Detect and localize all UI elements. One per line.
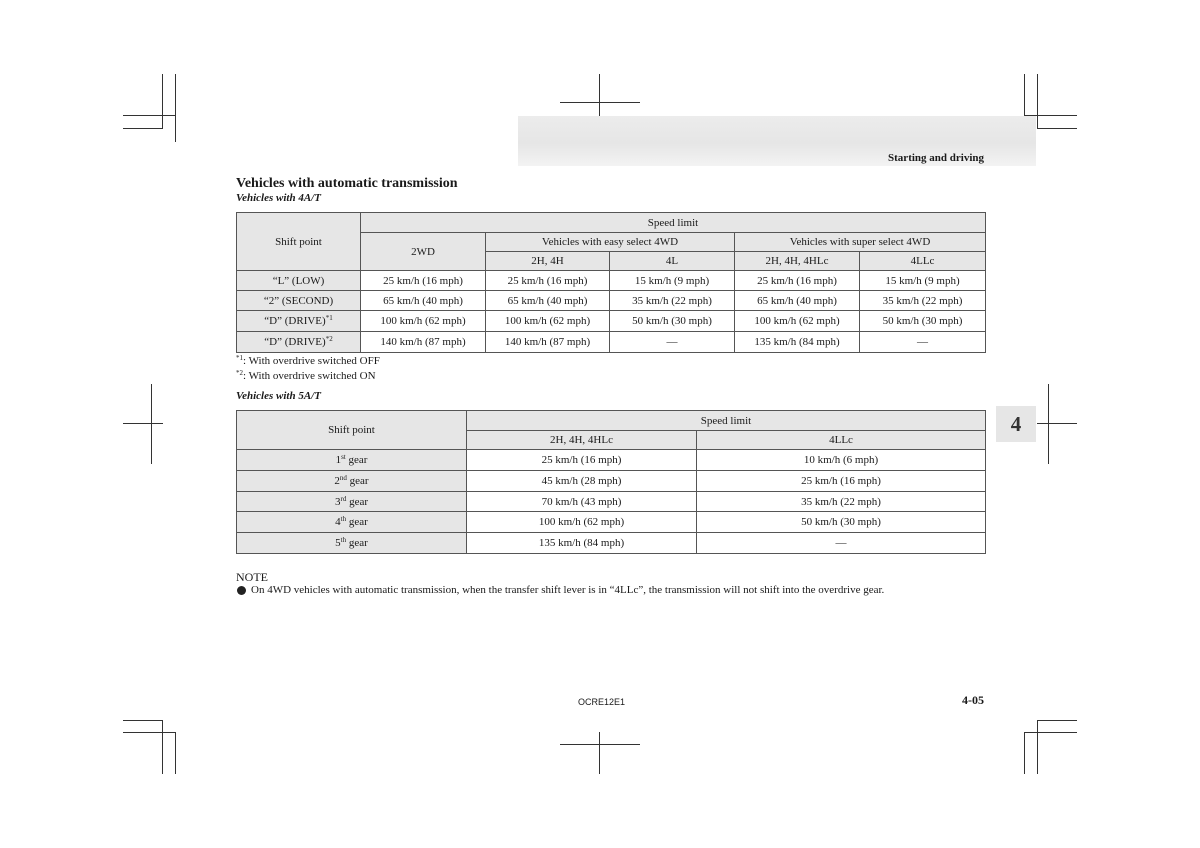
speed-limit-table-4at [236,212,986,353]
speed-cell: 135 km/h (84 mph) [735,332,860,353]
shift-point-cell: “2” (SECOND) [237,291,361,311]
speed-cell: 50 km/h (30 mph) [860,311,986,332]
speed-cell: 25 km/h (16 mph) [735,271,860,291]
table-row [237,271,986,291]
speed-cell: 50 km/h (30 mph) [610,311,735,332]
speed-cell: 65 km/h (40 mph) [361,291,486,311]
sub-header: 2H, 4H, 4HLc [467,431,697,450]
table-5at-subtitle: Vehicles with 5A/T [236,390,321,402]
table-row [237,291,986,311]
note-text: On 4WD vehicles with automatic transmission, when the transfer shift lever is in “4LLc”, the transmission will not shift into the overdrive gear. [251,584,885,596]
speed-limit-header: Speed limit [467,411,986,431]
speed-cell: 140 km/h (87 mph) [361,332,486,353]
table-row [237,512,986,533]
gear-cell: 1st gear [237,450,467,471]
footnote: $^{*1}$: With overdrive switched OFF [236,354,380,367]
speed-cell: 25 km/h (16 mph) [467,450,697,471]
speed-cell: 135 km/h (84 mph) [467,533,697,554]
gear-cell: 5th gear [237,533,467,554]
note-label: NOTE [236,570,268,584]
sub-header: 2H, 4H [486,252,610,271]
speed-cell: 25 km/h (16 mph) [361,271,486,291]
footnote: $^{*2}$: With overdrive switched ON [236,369,376,382]
speed-cell: 50 km/h (30 mph) [697,512,986,533]
speed-cell: 140 km/h (87 mph) [486,332,610,353]
speed-limit-table-5at [236,410,986,554]
document-code: OCRE12E1 [578,697,626,707]
gear-cell: 4th gear [237,512,467,533]
speed-cell: 10 km/h (6 mph) [697,450,986,471]
speed-cell: 100 km/h (62 mph) [486,311,610,332]
table-row [237,471,986,492]
page-number: 4-05 [962,693,984,707]
shift-point-cell: “D” (DRIVE)$^{*2}$ [237,332,361,353]
speed-cell: 25 km/h (16 mph) [486,271,610,291]
sub-header: 4LLc [860,252,986,271]
sub-header: 2H, 4H, 4HLc [735,252,860,271]
speed-cell: 15 km/h (9 mph) [610,271,735,291]
running-header: Starting and driving [888,152,984,164]
section-title: Vehicles with automatic transmission [236,176,458,191]
speed-cell: 35 km/h (22 mph) [860,291,986,311]
speed-cell: — [610,332,735,353]
chapter-tab: 4 [996,406,1036,442]
table-row [237,332,986,353]
easy-select-header: Vehicles with easy select 4WD [486,233,735,252]
table-row [237,533,986,554]
speed-limit-header: Speed limit [361,213,986,233]
speed-cell: 25 km/h (16 mph) [697,471,986,492]
super-select-header: Vehicles with super select 4WD [735,233,986,252]
speed-cell: 35 km/h (22 mph) [697,492,986,512]
sub-header: 4L [610,252,735,271]
note-item [251,584,884,596]
speed-cell: — [860,332,986,353]
col-2wd-header: 2WD [361,233,486,271]
bullet-icon [237,586,246,595]
footnotes [236,354,380,384]
speed-cell: 45 km/h (28 mph) [467,471,697,492]
speed-cell: — [697,533,986,554]
speed-cell: 65 km/h (40 mph) [486,291,610,311]
speed-cell: 100 km/h (62 mph) [735,311,860,332]
gear-cell: 2nd gear [237,471,467,492]
sub-header: 4LLc [697,431,986,450]
shift-point-cell: “D” (DRIVE)$^{*1}$ [237,311,361,332]
table-4at-subtitle: Vehicles with 4A/T [236,192,321,204]
shift-point-header: Shift point [237,411,467,450]
gear-cell: 3rd gear [237,492,467,512]
speed-cell: 65 km/h (40 mph) [735,291,860,311]
speed-cell: 70 km/h (43 mph) [467,492,697,512]
speed-cell: 100 km/h (62 mph) [467,512,697,533]
shift-point-cell: “L” (LOW) [237,271,361,291]
table-row [237,492,986,512]
shift-point-header: Shift point [237,213,361,271]
speed-cell: 15 km/h (9 mph) [860,271,986,291]
table-row [237,311,986,332]
speed-cell: 35 km/h (22 mph) [610,291,735,311]
table-row [237,450,986,471]
speed-cell: 100 km/h (62 mph) [361,311,486,332]
